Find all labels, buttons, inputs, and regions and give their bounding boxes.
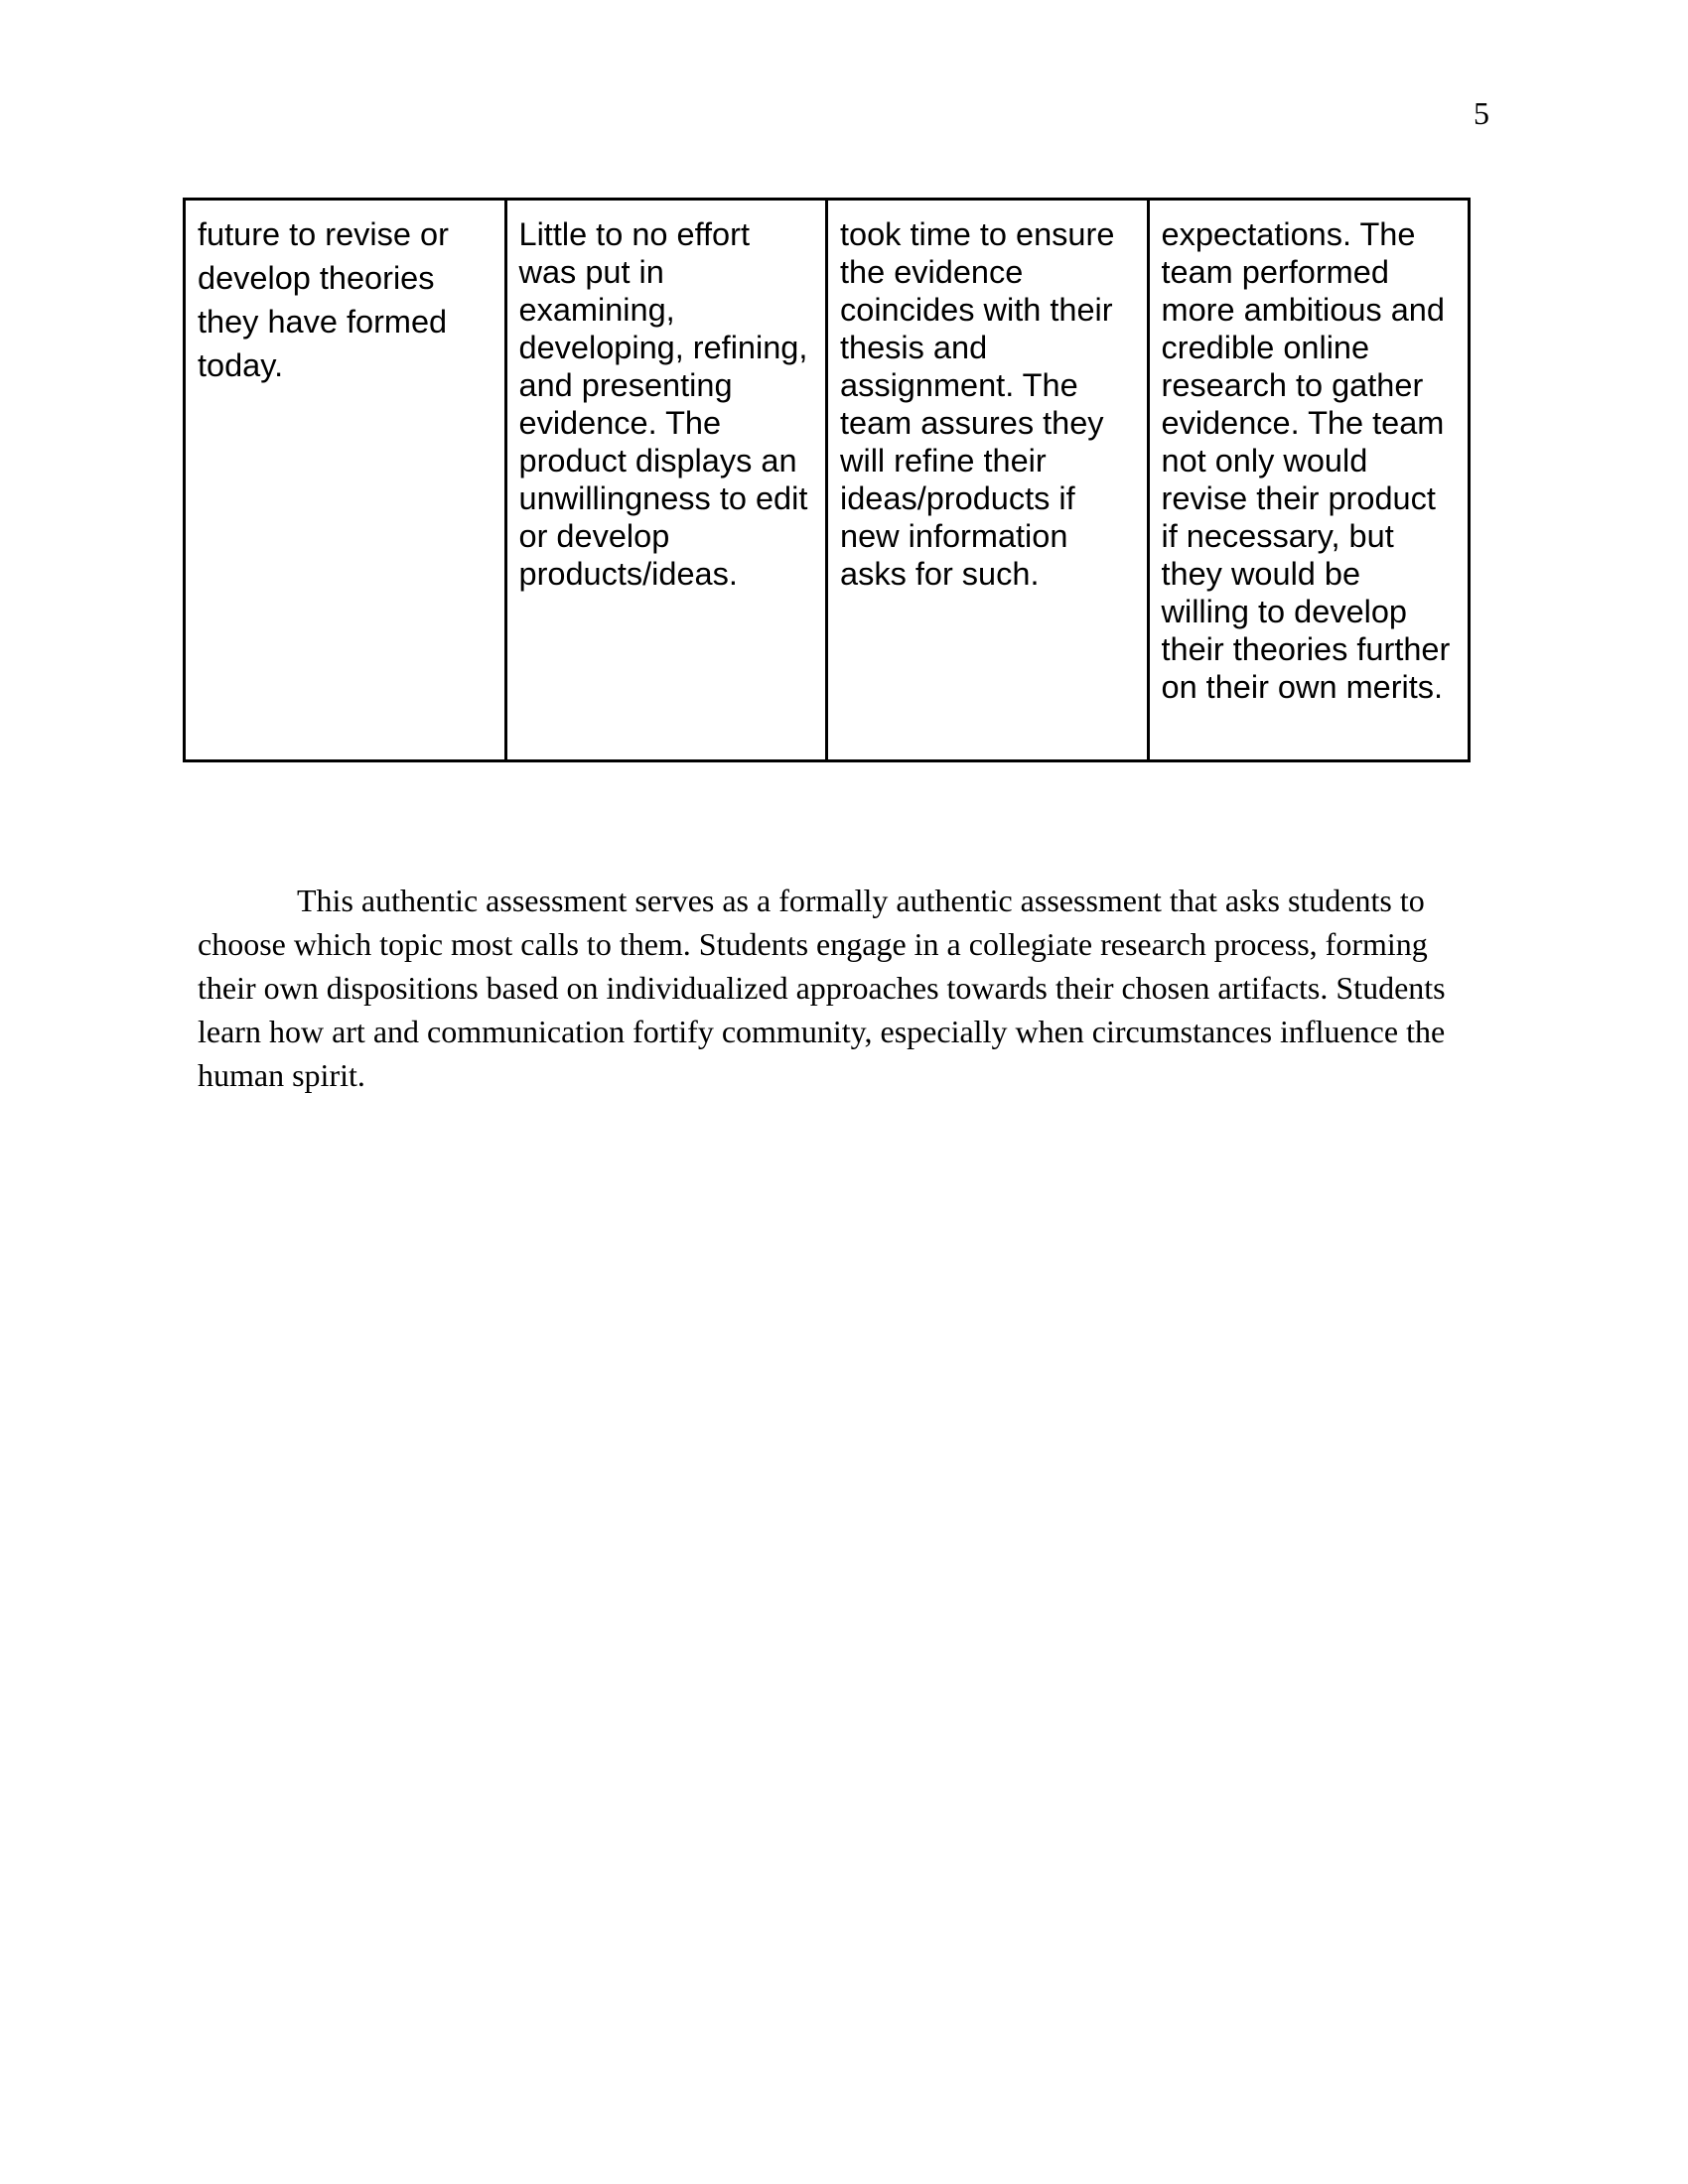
table-cell-level-1: Little to no effort was put in examining, developing, refining, and presenting evidence. The product displays an unwillingness to edit or develop products/ideas. <box>505 200 827 761</box>
table-cell-criteria: future to revise or develop theories they have formed today. <box>185 200 506 761</box>
table-cell-level-2: took time to ensure the evidence coincides with their thesis and assignment. The team assures they will refine their ideas/products if new information asks for such. <box>827 200 1149 761</box>
table-row <box>185 200 1470 761</box>
body-paragraph: This authentic assessment serves as a formally authentic assessment that asks students to choose which topic most calls to them. Students engage in a collegiate research process, forming their own dispositions based on individualized approaches towards their chosen artifacts. Students learn how art and communication fortify community, especially when circumstances influence the human spirit. <box>198 883 1446 1093</box>
table-cell-level-3: expectations. The team performed more ambitious and credible online research to gather evidence. The team not only would revise their product if necessary, but they would be willing to develop their theories further on their own merits. <box>1148 200 1470 761</box>
page-number: 5 <box>1474 95 1489 131</box>
rubric-table <box>183 198 1471 762</box>
